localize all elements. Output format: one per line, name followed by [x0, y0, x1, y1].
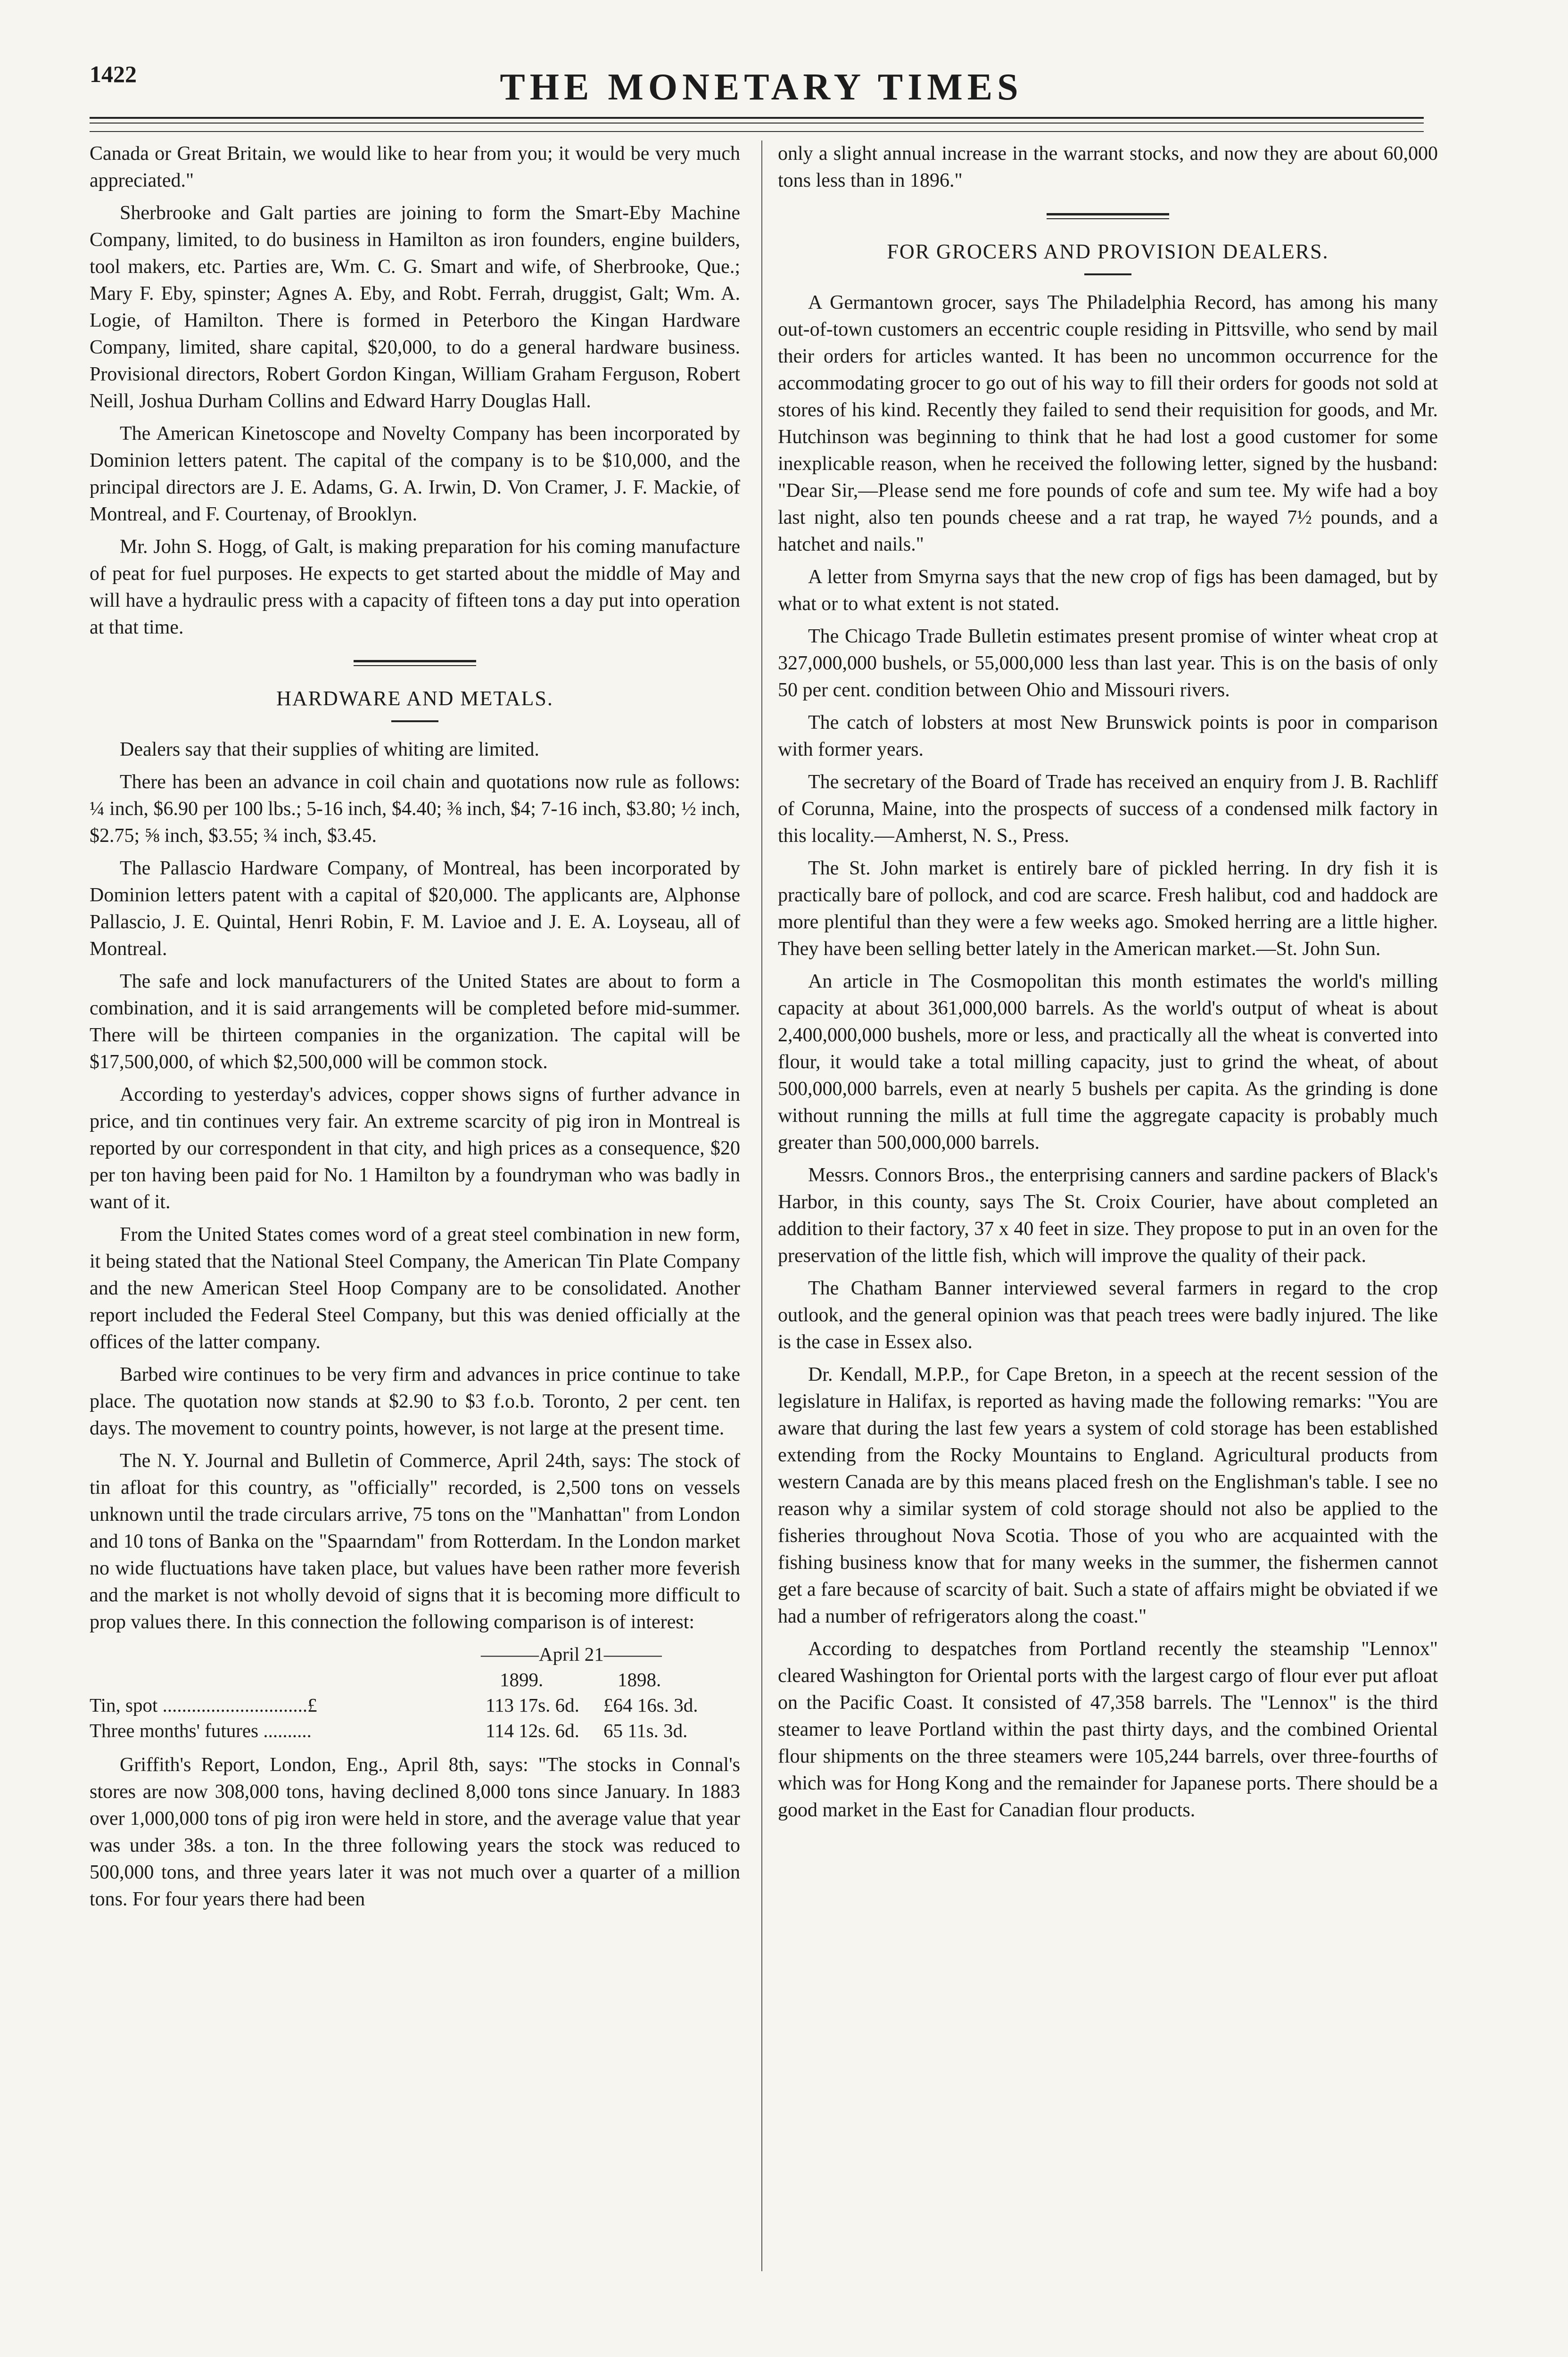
header-rule: [90, 117, 1424, 124]
paragraph: Messrs. Connors Bros., the enterprising canners and sardine packers of Black's Harbor, in this county, says The St. Croix Courier, have about completed an addition to their factory, 37 x 40 feet in size. They propose to put in an oven for the preservation of the little fish, which will improve the quality of their pack.: [778, 1164, 1438, 1267]
paragraph: Mr. John S. Hogg, of Galt, is making preparation for his coming manufacture of peat for fuel purposes. He expects to get started about the middle of May and will have a hydraulic press with a capacity of fifteen tons a day put into operation at that time.: [90, 536, 740, 638]
section-heading-grocers: FOR GROCERS AND PROVISION DEALERS.: [887, 240, 1329, 263]
tin-price-comparison-table: [90, 1641, 740, 1743]
section-dash: [391, 720, 438, 722]
table-cell: 114 12s. 6d.: [486, 1720, 579, 1741]
table-row: [90, 1692, 740, 1718]
table-cell: 113 17s. 6d.: [486, 1694, 579, 1716]
table-cell: 65 11s. 3d.: [603, 1720, 688, 1741]
header-rule-thin: [90, 131, 1424, 132]
table-header: ———April 21———: [481, 1643, 662, 1665]
paragraph: The safe and lock manufacturers of the United States are about to form a combination, and it is said arrangements will be completed before mid-summer. There will be thirteen companies in the organization. The capital will be $17,500,000, of which $2,500,000 will be common stock.: [90, 971, 740, 1073]
left-column: [90, 140, 740, 1919]
table-year: 1899.: [500, 1669, 544, 1690]
paragraph: Dealers say that their supplies of whiting are limited.: [120, 739, 539, 760]
table-row-label: Three months' futures ..........: [90, 1720, 312, 1741]
paragraph: The American Kinetoscope and Novelty Company has been incorporated by Dominion letters patent. The capital of the company is to be $10,000, and the principal directors are J. E. Adams, G. A. Irwin, D. Von Cramer, J. F. Mackie, of Montreal, and F. Courtenay, of Brooklyn.: [90, 423, 740, 525]
paragraph: The Pallascio Hardware Company, of Montreal, has been incorporated by Dominion letters patent with a capital of $20,000. The applicants are, Alphonse Pallascio, J. E. Quintal, Henri Robin, F. M. Lavioe and J. E. A. Loyseau, all of Montreal.: [90, 857, 740, 960]
paragraph: Griffith's Report, London, Eng., April 8th, says: "The stocks in Connal's stores are now 308,000 tons, having declined 8,000 tons since January. In 1883 over 1,000,000 tons of pig iron were held in store, and the average value that year was under 38s. a ton. In the three following years the stock was reduced to 500,000 tons, and three years later it was not much over a quarter of a million tons. For four years there had been: [90, 1754, 740, 1910]
section-dash: [1084, 273, 1131, 275]
paragraph: From the United States comes word of a great steel combination in new form, it being stated that the National Steel Company, the American Tin Plate Company and the new American Steel Hoop Company are to be consolidated. Another report included the Federal Steel Company, but this was denied officially at the offices of the latter company.: [90, 1224, 740, 1353]
paragraph: The catch of lobsters at most New Brunswick points is poor in comparison with former years.: [778, 712, 1438, 760]
paragraph: A Germantown grocer, says The Philadelphia Record, has among his many out-of-town customers an eccentric couple residing in Pittsville, who send by mail their orders for articles wanted. It has been no uncommon occurrence for the accommodating grocer to go out of his way to fill their orders for goods not sold at stores of his kind. Recently they failed to send their requisition for goods, and Mr. Hutchinson was beginning to think that he had lost a good customer for some inexplicable reason, when he received the following letter, signed by the husband: "Dear Sir,—Please send me fore pounds of cofe and sum tee. My wife had a boy last night, also ten pounds cheese and a rat trap, he wayed 7½ pounds, and a hatchet and nails.": [778, 292, 1438, 555]
table-cell: £64 16s. 3d.: [603, 1694, 698, 1716]
section-heading-hardware: HARDWARE AND METALS.: [276, 687, 553, 710]
paragraph: There has been an advance in coil chain and quotations now rule as follows: ¼ inch, $6.90 per 100 lbs.; 5-16 inch, $4.40; ⅜ inch, $4; 7-16 inch, $3.80; ½ inch, $2.75; ⅝ inch, $3.55; ¾ inch, $3.45.: [90, 771, 740, 847]
table-year-row: [90, 1667, 740, 1692]
paragraph: According to yesterday's advices, copper shows signs of further advance in price, and tin continues very fair. An extreme scarcity of pig iron in Montreal is reported by our correspondent in that city, and high prices as a consequence, $20 per ton having been paid for No. 1 Hamilton by a foundryman who was badly in want of it.: [90, 1084, 740, 1213]
paragraph: A letter from Smyrna says that the new crop of figs has been damaged, but by what or to what extent is not stated.: [778, 566, 1438, 615]
right-column: [778, 140, 1438, 1830]
paragraph: Canada or Great Britain, we would like to hear from you; it would be very much appreciated.": [90, 143, 740, 191]
column-divider: [761, 140, 762, 2271]
table-row: [90, 1718, 740, 1743]
paragraph: According to despatches from Portland recently the steamship "Lennox" cleared Washington for Oriental ports with the largest cargo of flour ever put afloat on the Pacific Coast. It consisted of 47,358 barrels. The "Lennox" is the third steamer to leave Portland within the past thirty days, and the combined Oriental flour shipments on the three steamers were 105,244 barrels, over three-fourths of which was for Hong Kong and the remainder for Japanese ports. There should be a good market in the East for Canadian flour products.: [778, 1638, 1438, 1821]
paragraph: The N. Y. Journal and Bulletin of Commerce, April 24th, says: The stock of tin afloat for this country, as "officially" recorded, is 2,500 tons on vessels unknown until the trade circulars arrive, 75 tons on the "Manhattan" from London and 10 tons of Banka on the "Spaarndam" from Rotterdam. In the London market no wide fluctuations have taken place, but values have been rather more feverish and the market is not wholly devoid of signs that it is becoming more difficult to prop values there. In this connection the following comparison is of interest:: [90, 1450, 740, 1633]
table-row-label: Tin, spot ..............................£: [90, 1694, 317, 1716]
section-rule: [354, 660, 476, 666]
paragraph: The Chicago Trade Bulletin estimates present promise of winter wheat crop at 327,000,000 bushels, or 55,000,000 less than last year. This is on the basis of only 50 per cent. condition between Ohio and Missouri rivers.: [778, 626, 1438, 701]
paragraph: An article in The Cosmopolitan this month estimates the world's milling capacity at about 361,000,000 barrels. As the world's output of wheat is about 2,400,000,000 bushels, more or less, and practically all the wheat is converted into flour, it would take a total milling capacity, just to grind the wheat, of about 500,000,000 barrels, even at nearly 5 bushels per capita. As the grinding is done without running the mills at full time the aggregate capacity is probably much greater than 500,000,000 barrels.: [778, 971, 1438, 1154]
paragraph: only a slight annual increase in the warrant stocks, and now they are about 60,000 tons less than in 1896.": [778, 143, 1438, 191]
paragraph: The St. John market is entirely bare of pickled herring. In dry fish it is practically bare of pollock, and cod are scarce. Fresh halibut, cod and haddock are more plentiful than they were a few weeks ago. Smoked herring are a little higher. They have been selling better lately in the American market.—St. John Sun.: [778, 857, 1438, 960]
paragraph: The secretary of the Board of Trade has received an enquiry from J. B. Rachliff of Corunna, Maine, into the prospects of success of a condensed milk factory in this locality.—Amherst, N. S., Press.: [778, 771, 1438, 847]
paragraph: Dr. Kendall, M.P.P., for Cape Breton, in a speech at the recent session of the legislature in Halifax, is reported as having made the following remarks: "You are aware that during the last few years a system of cold storage has been established extending from the Rocky Mountains to England. Agricultural products from western Canada are by this means placed fresh on the Englishman's table. I see no reason why a similar system of cold storage should not also be applied to the fisheries throughout Nova Scotia. Those of you who are acquainted with the fishing business know that for many weeks in the summer, the fishermen cannot get a fare because of scarcity of bait. Such a state of affairs might be obviated if we had a number of refrigerators along the coast.": [778, 1364, 1438, 1627]
table-year: 1898.: [618, 1669, 661, 1690]
paragraph: Sherbrooke and Galt parties are joining to form the Smart-Eby Machine Company, limited, to do business in Hamilton as iron founders, engine builders, tool makers, etc. Parties are, Wm. C. G. Smart and wife, of Sherbrooke, Que.; Mary F. Eby, spinster; Agnes A. Eby, and Robt. Ferrah, druggist, Galt; Wm. A. Logie, of Hamilton. There is formed in Peterboro the Kingan Hardware Company, limited, share capital, $20,000, to do a general hardware business. Provisional directors, Robert Gordon Kingan, William Graham Ferguson, Robert Neill, Joshua Durham Collins and Edward Harry Douglas Hall.: [90, 202, 740, 412]
paragraph: Barbed wire continues to be very firm and advances in price continue to take place. The quotation now stands at $2.90 to $3 f.o.b. Toronto, 2 per cent. ten days. The movement to country points, however, is not large at the present time.: [90, 1364, 740, 1439]
page-number: 1422: [90, 61, 137, 87]
masthead-title: THE MONETARY TIMES: [500, 66, 1023, 108]
section-rule: [1047, 213, 1169, 219]
paragraph: The Chatham Banner interviewed several farmers in regard to the crop outlook, and the general opinion was that peach trees were badly injured. The like is the case in Essex also.: [778, 1277, 1438, 1353]
